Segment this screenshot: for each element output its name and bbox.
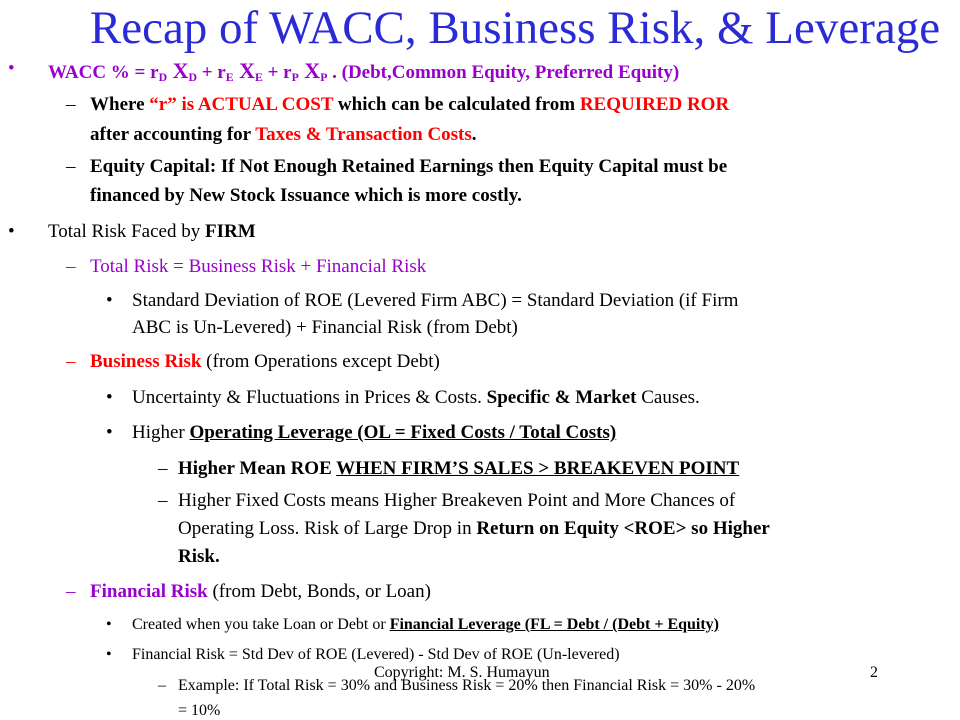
example-line-2: = 10% bbox=[178, 702, 221, 719]
stddev-line-1: Standard Deviation of ROE (Levered Firm ABC) = Standard Deviation (if Firm bbox=[132, 290, 739, 311]
financial-risk-equation: Financial Risk = Std Dev of ROE (Levered) - Std Dev of ROE (Un-levered) bbox=[132, 646, 620, 663]
bullet-marker: • bbox=[106, 646, 112, 663]
slide-title: Recap of WACC, Business Risk, & Leverage bbox=[89, 2, 941, 54]
mean-roe-line: Higher Mean ROE WHEN FIRM’S SALES > BREAKEVEN POINT bbox=[178, 458, 740, 479]
bullet-marker: • bbox=[106, 290, 113, 311]
equity-line-2: financed by New Stock Issuance which is more costly. bbox=[90, 185, 522, 206]
bullet-marker: • bbox=[8, 221, 15, 242]
total-risk-equation: Total Risk = Business Risk + Financial Risk bbox=[90, 256, 427, 277]
uncertainty-line: Uncertainty & Fluctuations in Prices & Costs. Specific & Market Causes. bbox=[132, 387, 700, 408]
fixed-costs-line-3: Risk. bbox=[178, 546, 220, 567]
dash-marker: – bbox=[158, 677, 166, 694]
stddev-line-2: ABC is Un-Levered) + Financial Risk (from Debt) bbox=[132, 317, 518, 338]
dash-marker: – bbox=[66, 256, 76, 277]
bullet-marker: • bbox=[106, 387, 113, 408]
copyright-footer: Copyright: M. S. Humayun bbox=[374, 664, 550, 681]
dash-marker: – bbox=[66, 351, 76, 372]
equity-line-1: Equity Capital: If Not Enough Retained Earnings then Equity Capital must be bbox=[90, 156, 728, 177]
created-line: Created when you take Loan or Debt or Financial Leverage (FL = Debt / (Debt + Equity) bbox=[132, 616, 720, 633]
dash-marker: – bbox=[158, 490, 168, 511]
total-risk-heading: Total Risk Faced by FIRM bbox=[48, 221, 256, 242]
financial-risk-heading: Financial Risk (from Debt, Bonds, or Loan) bbox=[90, 581, 431, 602]
page-number: 2 bbox=[870, 664, 878, 681]
fixed-costs-line-1: Higher Fixed Costs means Higher Breakeven Point and More Chances of bbox=[178, 490, 736, 511]
bullet-marker: • bbox=[8, 58, 15, 79]
business-risk-heading: Business Risk (from Operations except Debt) bbox=[90, 351, 440, 372]
bullet-marker: • bbox=[106, 422, 113, 443]
dash-marker: – bbox=[66, 581, 76, 602]
operating-leverage-line: Higher Operating Leverage (OL = Fixed Costs / Total Costs) bbox=[132, 422, 617, 443]
where-line-2: after accounting for Taxes & Transaction Costs. bbox=[90, 124, 477, 145]
where-line-1: Where “r” is ACTUAL COST which can be calculated from REQUIRED ROR bbox=[90, 94, 730, 115]
bullet-marker: • bbox=[106, 616, 112, 633]
dash-marker: – bbox=[158, 458, 168, 479]
dash-marker: – bbox=[66, 94, 76, 115]
example-line-1: Example: If Total Risk = 30% and Business Risk = 20% then Financial Risk = 30% - 20% bbox=[178, 677, 756, 694]
wacc-formula: WACC % = $r_D$ $X_D + r_E$ $X_E + r_P$ $X_P$ . (Debt,Common Equity, Preferred Equity) bbox=[48, 58, 680, 84]
fixed-costs-line-2: Operating Loss. Risk of Large Drop in Return on Equity <ROE> so Higher bbox=[178, 518, 770, 539]
dash-marker: – bbox=[66, 156, 76, 177]
